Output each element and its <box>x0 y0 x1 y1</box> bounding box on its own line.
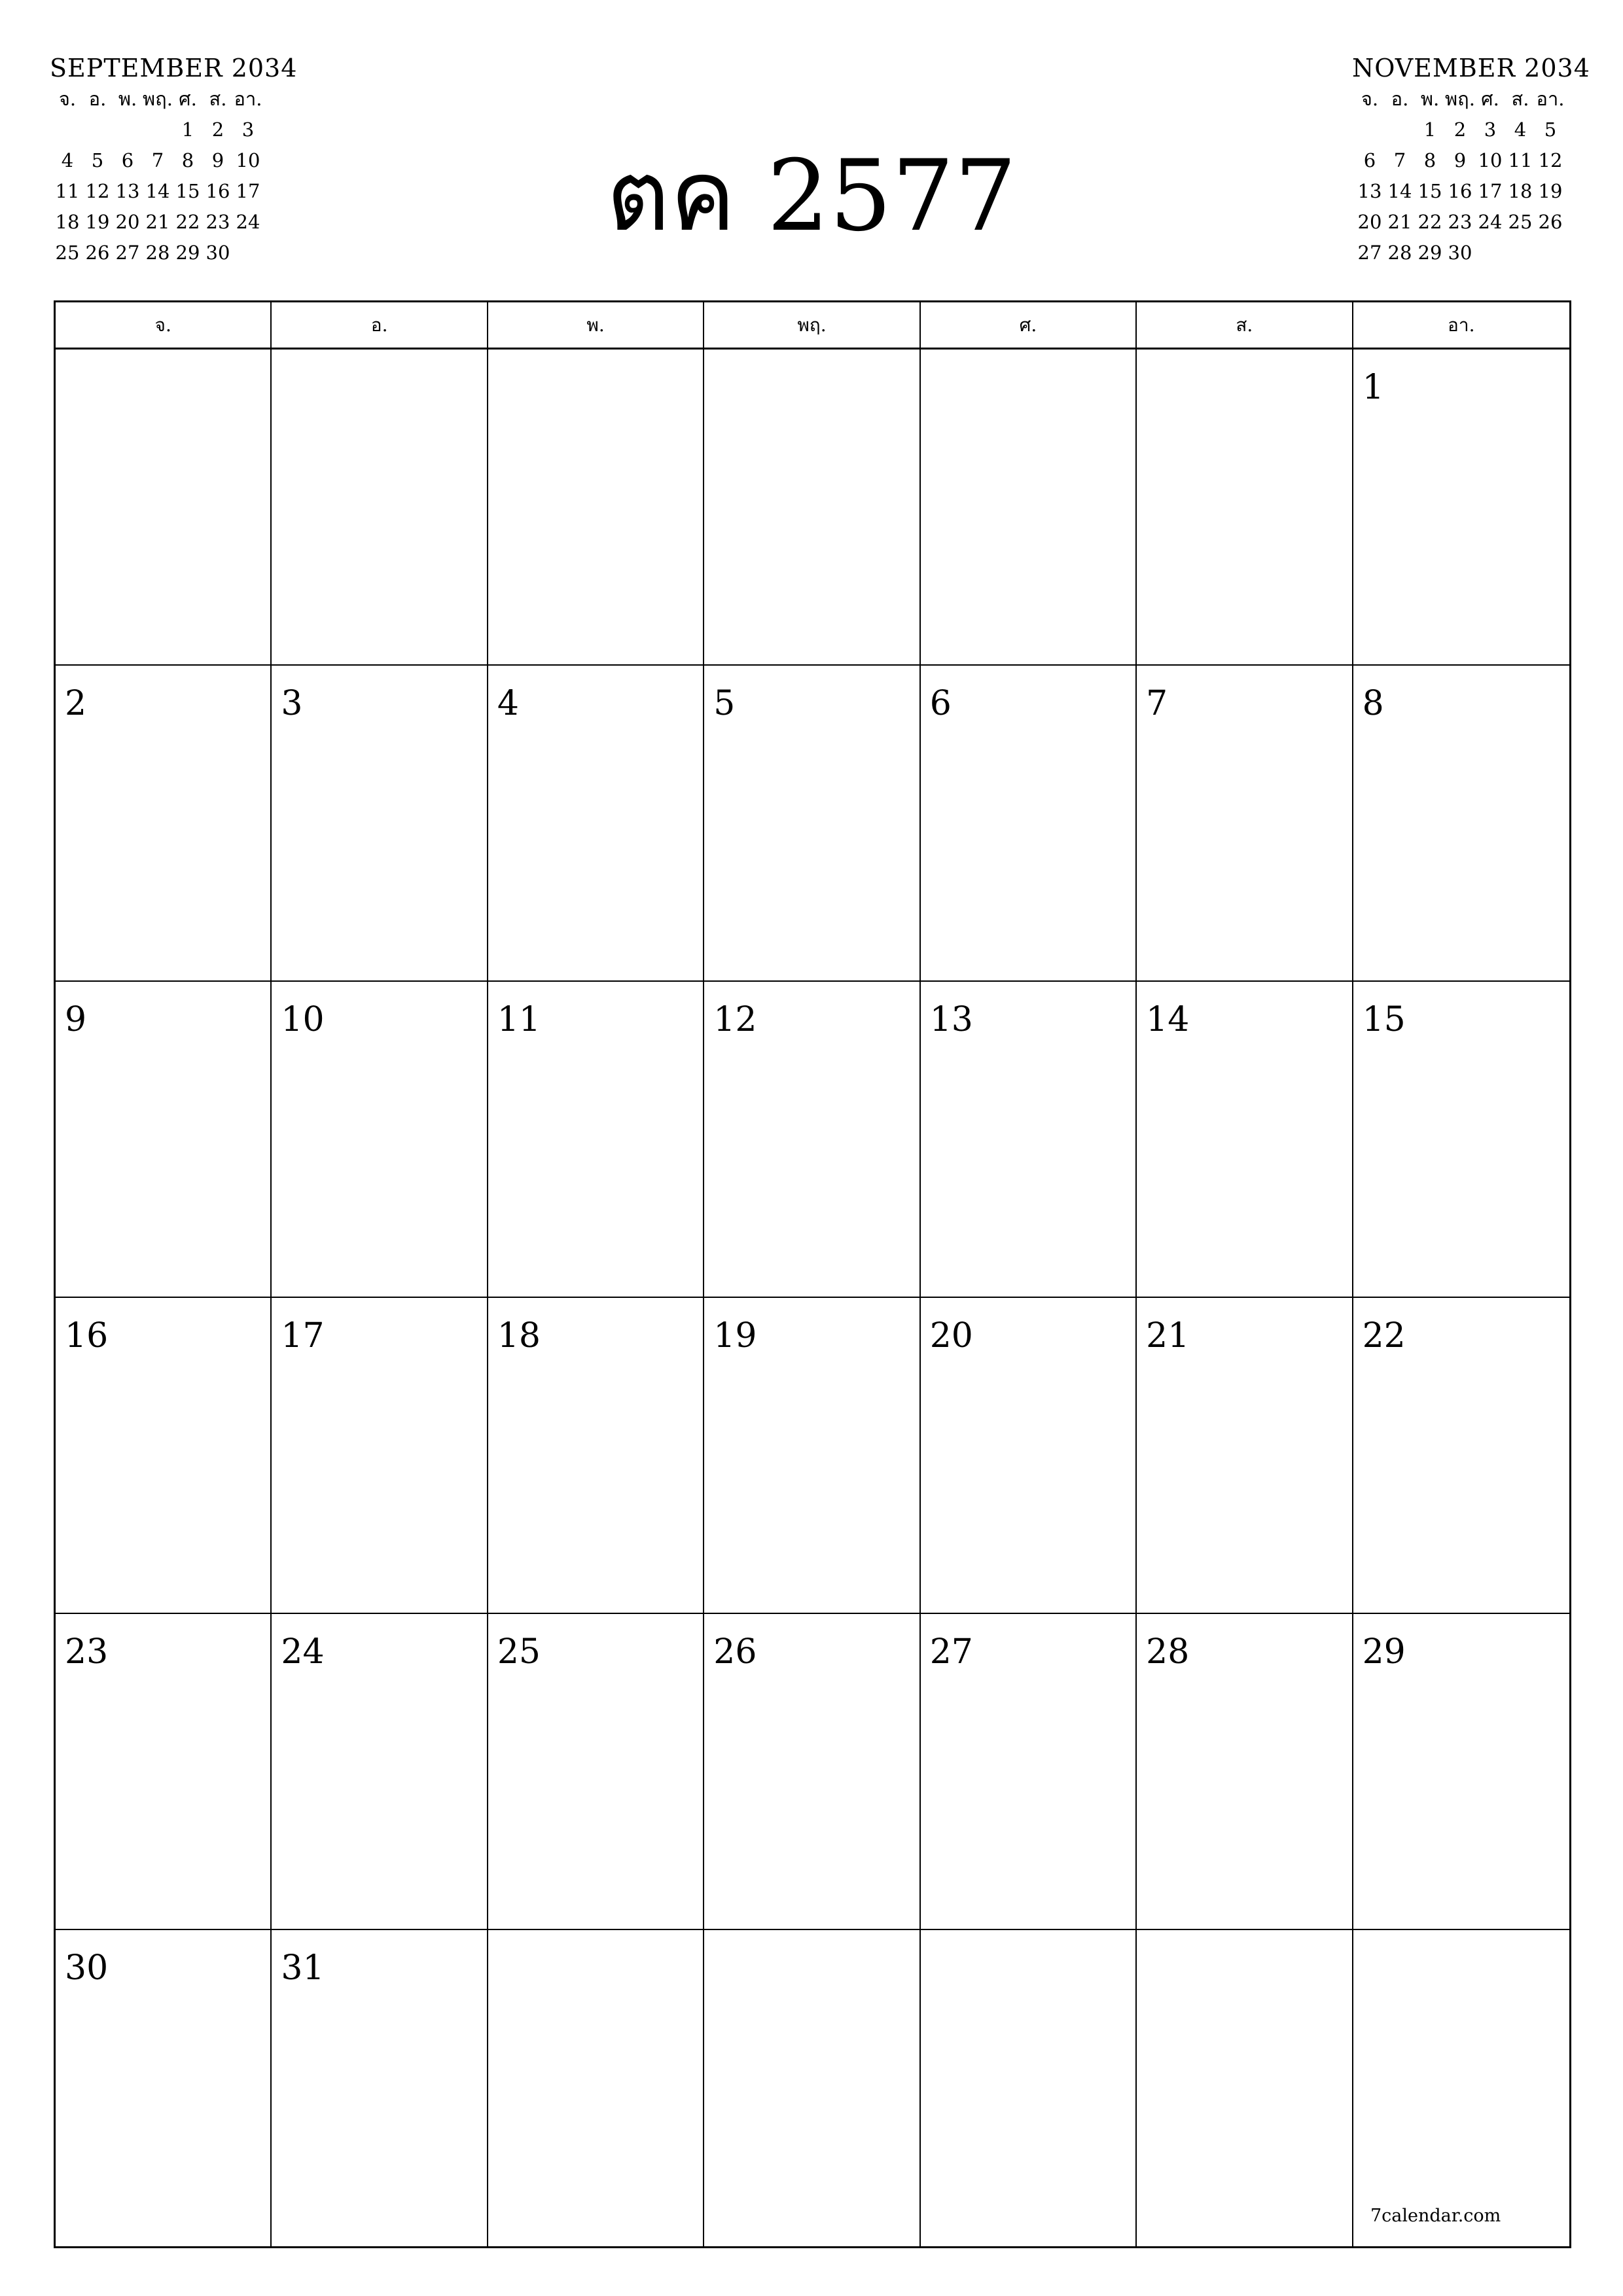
day-number: 7 <box>1146 684 1168 723</box>
mini-day: 21 <box>145 211 170 233</box>
day-number: 23 <box>65 1632 109 1672</box>
mini-day: 13 <box>115 180 140 202</box>
weekday-label: พ. <box>488 302 704 348</box>
day-cell <box>921 1930 1137 2246</box>
day-cell <box>56 666 272 982</box>
day-cell <box>1353 666 1569 982</box>
day-cell <box>921 1614 1137 1930</box>
day-cell <box>56 350 272 666</box>
day-cell <box>704 1614 920 1930</box>
day-cell <box>1137 666 1353 982</box>
mini-day: 14 <box>1387 180 1412 202</box>
day-number: 10 <box>281 1000 325 1039</box>
day-cell <box>1137 1614 1353 1930</box>
day-cell <box>1137 1930 1353 2246</box>
mini-day: 15 <box>1418 180 1442 202</box>
day-cell <box>488 1298 704 1614</box>
mini-day: 19 <box>85 211 110 233</box>
day-number: 16 <box>65 1316 109 1355</box>
day-number: 15 <box>1362 1000 1406 1039</box>
mini-day: 6 <box>121 149 134 171</box>
day-number: 12 <box>713 1000 757 1039</box>
day-cell <box>56 1298 272 1614</box>
day-number: 13 <box>929 1000 973 1039</box>
mini-day: 27 <box>115 242 140 264</box>
day-cell <box>272 982 488 1298</box>
mini-day: 23 <box>205 211 230 233</box>
day-number: 2 <box>65 684 87 723</box>
day-cell <box>921 350 1137 666</box>
mini-day: 7 <box>151 149 164 171</box>
mini-day <box>1355 115 1385 145</box>
day-number: 29 <box>1362 1632 1406 1672</box>
day-number: 1 <box>1362 368 1384 407</box>
day-cell <box>1353 1930 1569 2246</box>
day-number: 27 <box>929 1632 973 1672</box>
mini-day: 13 <box>1357 180 1382 202</box>
day-number: 14 <box>1146 1000 1190 1039</box>
day-number: 8 <box>1362 684 1384 723</box>
day-number: 17 <box>281 1316 325 1355</box>
prev-month-title: SEPTEMBER 2034 <box>50 54 298 82</box>
page-title: ตค 2577 <box>606 139 1017 253</box>
mini-day: 20 <box>115 211 140 233</box>
day-cell <box>921 982 1137 1298</box>
day-cell <box>1137 1298 1353 1614</box>
mini-weekday-label: จ. <box>1361 88 1379 110</box>
day-number: 21 <box>1146 1316 1190 1355</box>
day-cell <box>272 1298 488 1614</box>
mini-day: 10 <box>1478 149 1503 171</box>
day-cell <box>56 982 272 1298</box>
day-cell <box>1353 1298 1569 1614</box>
day-number: 22 <box>1362 1316 1406 1355</box>
mini-day: 28 <box>145 242 170 264</box>
mini-day: 22 <box>175 211 200 233</box>
weekday-label: พฤ. <box>704 302 920 348</box>
mini-day: 30 <box>1448 242 1472 264</box>
mini-day: 22 <box>1418 211 1442 233</box>
mini-day: 8 <box>1423 149 1436 171</box>
mini-day: 3 <box>1484 118 1497 141</box>
day-cell <box>488 350 704 666</box>
day-cell <box>488 982 704 1298</box>
mini-day: 26 <box>85 242 110 264</box>
mini-day <box>1475 238 1505 268</box>
mini-weekday-label: อ. <box>1391 88 1409 110</box>
mini-day: 3 <box>241 118 255 141</box>
mini-weekday-label: อา. <box>1536 88 1565 110</box>
day-number: 20 <box>929 1316 973 1355</box>
mini-day: 29 <box>1418 242 1442 264</box>
day-cell <box>1353 982 1569 1298</box>
mini-day: 21 <box>1387 211 1412 233</box>
weekday-label: จ. <box>56 302 272 348</box>
weekday-label: ศ. <box>921 302 1137 348</box>
mini-day: 14 <box>145 180 170 202</box>
mini-day: 27 <box>1357 242 1382 264</box>
mini-weekday-label: ศ. <box>179 88 197 110</box>
mini-day: 2 <box>1454 118 1467 141</box>
day-number: 5 <box>713 684 736 723</box>
mini-day: 20 <box>1357 211 1382 233</box>
mini-day: 7 <box>1393 149 1406 171</box>
weekday-label: อ. <box>272 302 488 348</box>
mini-day: 6 <box>1363 149 1376 171</box>
day-number: 25 <box>497 1632 541 1672</box>
month-calendar <box>54 300 1571 2248</box>
mini-day: 15 <box>175 180 200 202</box>
day-cell <box>272 666 488 982</box>
day-cell <box>272 350 488 666</box>
day-number: 31 <box>281 1948 325 1988</box>
day-number: 6 <box>929 684 952 723</box>
day-number: 11 <box>497 1000 541 1039</box>
mini-day: 2 <box>211 118 224 141</box>
mini-day: 5 <box>91 149 104 171</box>
mini-weekday-label: พ. <box>1420 88 1440 110</box>
mini-day: 12 <box>85 180 110 202</box>
day-cell <box>704 666 920 982</box>
mini-day: 29 <box>175 242 200 264</box>
mini-weekday-label: พ. <box>118 88 137 110</box>
day-cell <box>56 1930 272 2246</box>
day-number: 9 <box>65 1000 87 1039</box>
day-cell <box>488 1614 704 1930</box>
calendar-grid <box>56 350 1569 2246</box>
mini-day: 1 <box>181 118 194 141</box>
day-number: 26 <box>713 1632 757 1672</box>
day-cell <box>272 1930 488 2246</box>
day-number: 4 <box>497 684 519 723</box>
day-cell <box>1353 350 1569 666</box>
day-cell <box>704 1930 920 2246</box>
mini-day: 4 <box>1514 118 1527 141</box>
mini-day: 12 <box>1538 149 1563 171</box>
day-number: 18 <box>497 1316 541 1355</box>
next-month-title: NOVEMBER 2034 <box>1352 54 1590 82</box>
mini-day: 19 <box>1538 180 1563 202</box>
mini-day: 18 <box>1508 180 1533 202</box>
mini-weekday-label: ส. <box>209 88 227 110</box>
mini-weekday-label: อา. <box>234 88 262 110</box>
mini-day: 9 <box>211 149 224 171</box>
day-cell <box>56 1614 272 1930</box>
mini-day: 18 <box>55 211 80 233</box>
mini-day: 24 <box>1478 211 1503 233</box>
mini-day <box>1535 238 1565 268</box>
mini-day: 25 <box>1508 211 1533 233</box>
mini-day: 17 <box>1478 180 1503 202</box>
mini-day: 16 <box>1448 180 1472 202</box>
weekday-label: ส. <box>1137 302 1353 348</box>
day-cell <box>488 666 704 982</box>
mini-day: 5 <box>1544 118 1557 141</box>
mini-day: 23 <box>1448 211 1472 233</box>
day-number: 24 <box>281 1632 325 1672</box>
weekday-label: อา. <box>1448 314 1475 336</box>
mini-day: 11 <box>1508 149 1533 171</box>
mini-day: 4 <box>61 149 74 171</box>
mini-day: 11 <box>55 180 80 202</box>
mini-day: 30 <box>205 242 230 264</box>
mini-weekday-label: อ. <box>88 88 107 110</box>
mini-weekday-label: พฤ. <box>143 88 173 110</box>
next-month-mini-calendar <box>1352 52 1590 268</box>
mini-day <box>1505 238 1535 268</box>
mini-day: 10 <box>236 149 260 171</box>
mini-day: 9 <box>1454 149 1467 171</box>
mini-weekday-label: ส. <box>1511 88 1529 110</box>
day-cell <box>921 1298 1137 1614</box>
weekday-header <box>56 302 1569 350</box>
day-number: 30 <box>65 1948 109 1988</box>
day-cell <box>272 1614 488 1930</box>
day-number: 19 <box>713 1316 757 1355</box>
next-month-grid <box>1355 84 1575 268</box>
mini-weekday-label: จ. <box>58 88 77 110</box>
mini-day: 26 <box>1538 211 1563 233</box>
mini-day: 28 <box>1387 242 1412 264</box>
day-number: 28 <box>1146 1632 1190 1672</box>
day-cell <box>488 1930 704 2246</box>
footer-credit: 7calendar.com <box>1370 2206 1501 2226</box>
mini-day: 24 <box>236 211 260 233</box>
day-number: 3 <box>281 684 303 723</box>
day-cell <box>704 1298 920 1614</box>
mini-day: 16 <box>205 180 230 202</box>
day-cell <box>921 666 1137 982</box>
day-cell <box>1137 350 1353 666</box>
mini-day: 8 <box>181 149 194 171</box>
day-cell <box>1137 982 1353 1298</box>
mini-day: 17 <box>236 180 260 202</box>
day-cell <box>1353 1614 1569 1930</box>
day-cell <box>704 350 920 666</box>
mini-weekday-label: พฤ. <box>1445 88 1475 110</box>
mini-day: 1 <box>1423 118 1436 141</box>
mini-day: 25 <box>55 242 80 264</box>
mini-weekday-label: ศ. <box>1481 88 1499 110</box>
day-cell <box>704 982 920 1298</box>
mini-day <box>1385 115 1415 145</box>
